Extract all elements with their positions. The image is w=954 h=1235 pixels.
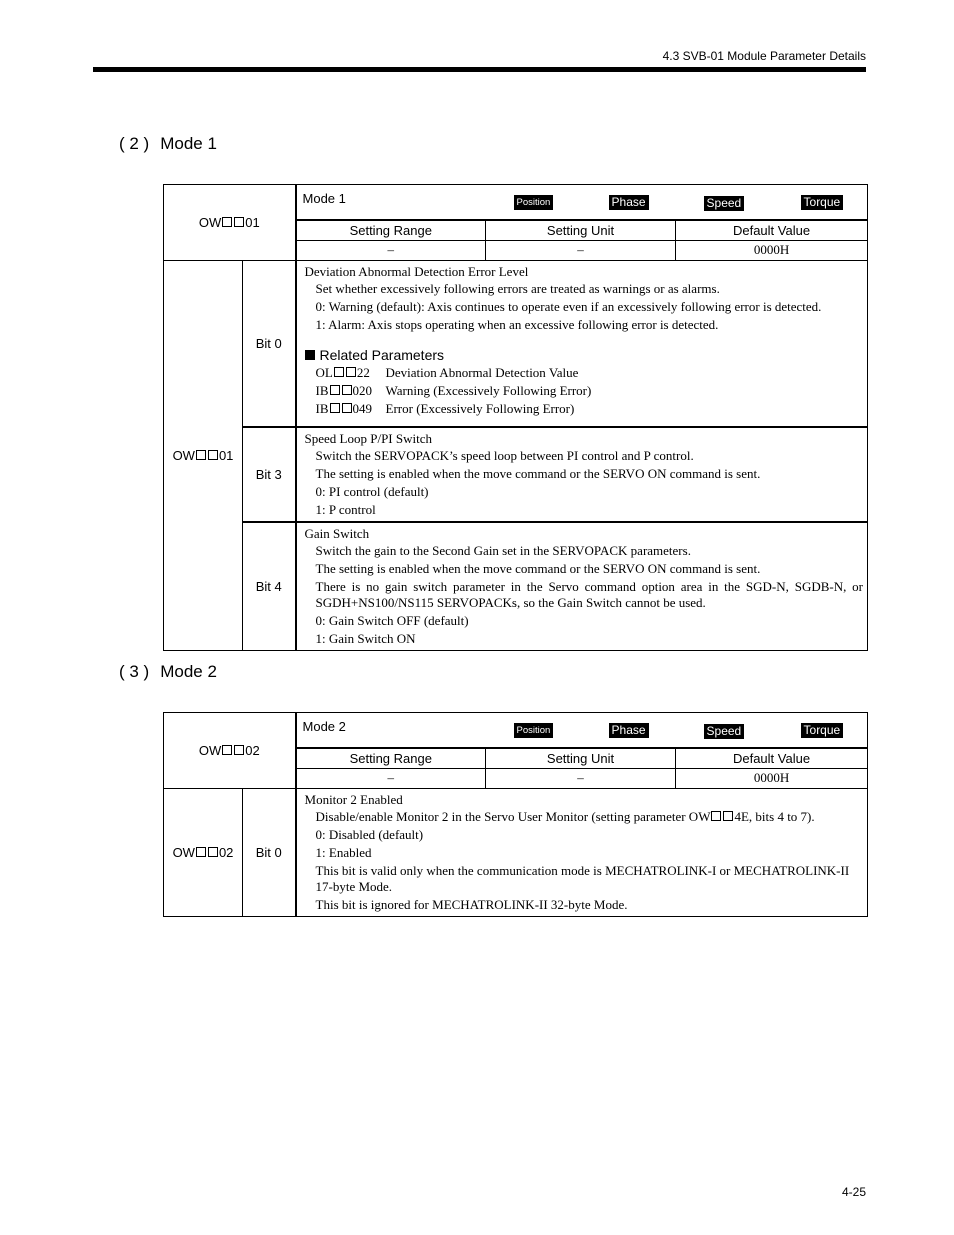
- bit-line: The setting is enabled when the move command or the SERVO ON command is sent.: [315, 466, 761, 481]
- register-box-icon: [222, 217, 232, 227]
- register-box-icon: [723, 811, 733, 821]
- related-desc: Deviation Abnormal Detection Value: [385, 364, 579, 380]
- parameter-name-cell: [296, 713, 868, 749]
- related-prefix: OL: [315, 364, 333, 380]
- setting-unit-value: –: [486, 240, 676, 260]
- bit-line: This bit is valid only when the communication mode is MECHATROLINK-I or MECHATROLINK-II 17-byte Mode.: [315, 862, 850, 894]
- bit-line: There is no gain switch parameter in the Servo command option area in the SGD-N, SGDB-N, or SGDH+NS100/NS115 SERVOPACKs, so the Gain Switch cannot be used.: [315, 579, 864, 610]
- bit-description: [296, 427, 868, 522]
- parameter-name: Mode 2: [302, 719, 346, 734]
- bit-line: 1: Gain Switch ON: [315, 631, 416, 646]
- bit-line: 0: Warning (default): Axis continues to operate even if an excessively following error is detected.: [315, 298, 822, 314]
- section-number: ( 3 ): [119, 662, 150, 681]
- setting-unit-value: –: [486, 768, 676, 788]
- register-suffix: 01: [245, 214, 260, 230]
- bit-title: Speed Loop P/PI Switch: [304, 431, 432, 446]
- related-suffix: 020: [352, 382, 373, 398]
- bit-title: Deviation Abnormal Detection Error Level: [304, 263, 529, 279]
- related-parameters-heading: [305, 346, 864, 364]
- register-box-icon: [196, 450, 206, 460]
- bit-description: [296, 260, 868, 427]
- register-box-icon: [342, 385, 352, 395]
- setting-range-header: Setting Range: [296, 220, 486, 240]
- bit-title: Gain Switch: [304, 526, 370, 541]
- bit-register-cell: [164, 788, 243, 916]
- bit-line: The setting is enabled when the move command or the SERVO ON command is sent.: [315, 561, 761, 576]
- bit-label: Bit 3: [243, 427, 296, 522]
- running-header: 4.3 SVB-01 Module Parameter Details: [662, 49, 866, 63]
- register-box-icon: [346, 367, 356, 377]
- bit-register-cell: [164, 260, 243, 651]
- bit-line: Set whether excessively following errors are treated as warnings or as alarms.: [315, 280, 720, 296]
- register-box-icon: [222, 745, 232, 755]
- speed-badge: Speed: [704, 196, 745, 211]
- register-prefix: OW: [172, 844, 195, 860]
- phase-badge: Phase: [609, 195, 649, 210]
- bit-line: 0: Disabled (default): [315, 826, 424, 842]
- section-title: Mode 1: [160, 134, 217, 153]
- register-box-icon: [330, 403, 340, 413]
- bit-line: Switch the SERVOPACK’s speed loop between PI control and P control.: [315, 448, 694, 463]
- register-box-icon: [196, 847, 206, 857]
- bit-title: Monitor 2 Enabled: [304, 791, 403, 807]
- default-value-header: Default Value: [676, 220, 868, 240]
- position-badge: Position: [514, 195, 554, 210]
- default-value-header: Default Value: [676, 748, 868, 768]
- related-parameter-row: [305, 400, 864, 418]
- related-suffix: 049: [352, 400, 373, 416]
- register-suffix: 02: [218, 844, 234, 860]
- related-prefix: IB: [315, 400, 329, 416]
- register-box-icon: [234, 217, 244, 227]
- bit-line: 0: PI control (default): [315, 484, 429, 499]
- register-prefix: OW: [172, 447, 195, 463]
- setting-range-value: –: [296, 768, 486, 788]
- section-heading-mode-1: [119, 134, 217, 154]
- bit-line: [305, 808, 864, 826]
- related-desc: Error (Excessively Following Error): [385, 400, 575, 416]
- torque-badge: Torque: [801, 723, 844, 738]
- register-box-icon: [208, 847, 218, 857]
- related-prefix: IB: [315, 382, 329, 398]
- speed-badge: Speed: [704, 724, 745, 739]
- register-cell: [164, 185, 296, 261]
- bit-line-part: Disable/enable Monitor 2 in the Servo User Monitor (setting parameter OW: [315, 808, 711, 824]
- parameter-table-mode-2: [163, 712, 868, 917]
- page-number: 4-25: [841, 1185, 866, 1199]
- setting-range-header: Setting Range: [296, 748, 486, 768]
- parameter-name: Mode 1: [302, 191, 346, 206]
- bit-description: [296, 788, 868, 916]
- default-value: 0000H: [676, 240, 868, 260]
- register-suffix: 02: [245, 742, 260, 758]
- setting-range-value: –: [296, 240, 486, 260]
- register-prefix: OW: [198, 214, 222, 230]
- setting-unit-header: Setting Unit: [486, 748, 676, 768]
- section-number: ( 2 ): [119, 134, 150, 153]
- register-suffix: 01: [218, 447, 234, 463]
- bit-line: 1: Alarm: Axis stops operating when an excessive following error is detected.: [315, 316, 719, 332]
- register-box-icon: [208, 450, 218, 460]
- torque-badge: Torque: [801, 195, 844, 210]
- section-title: Mode 2: [160, 662, 217, 681]
- phase-badge: Phase: [609, 723, 649, 738]
- register-cell: [164, 713, 296, 789]
- register-box-icon: [342, 403, 352, 413]
- parameter-name-cell: [296, 185, 868, 221]
- bit-label: Bit 0: [243, 788, 296, 916]
- parameter-table-mode-1: [163, 184, 868, 651]
- register-box-icon: [330, 385, 340, 395]
- register-prefix: OW: [198, 742, 222, 758]
- related-heading-text: Related Parameters: [319, 346, 445, 363]
- bit-line: 1: P control: [315, 502, 376, 517]
- default-value: 0000H: [676, 768, 868, 788]
- related-parameter-row: [305, 364, 864, 382]
- bit-description: [296, 522, 868, 651]
- related-parameter-row: [305, 382, 864, 400]
- bit-line: 0: Gain Switch OFF (default): [315, 613, 469, 628]
- setting-unit-header: Setting Unit: [486, 220, 676, 240]
- square-bullet-icon: [305, 350, 315, 360]
- bit-line: Switch the gain to the Second Gain set in the SERVOPACK parameters.: [315, 543, 691, 558]
- register-box-icon: [334, 367, 344, 377]
- register-box-icon: [711, 811, 721, 821]
- bit-line: This bit is ignored for MECHATROLINK-II 32-byte Mode.: [315, 896, 628, 912]
- related-desc: Warning (Excessively Following Error): [385, 382, 592, 398]
- register-box-icon: [234, 745, 244, 755]
- position-badge: Position: [514, 723, 554, 738]
- bit-label: Bit 0: [243, 260, 296, 427]
- header-rule: [93, 67, 866, 72]
- bit-line: 1: Enabled: [315, 844, 372, 860]
- related-suffix: 22: [356, 364, 370, 380]
- bit-line-part: 4E, bits 4 to 7).: [734, 808, 815, 824]
- section-heading-mode-2: [119, 662, 217, 682]
- bit-label: Bit 4: [243, 522, 296, 651]
